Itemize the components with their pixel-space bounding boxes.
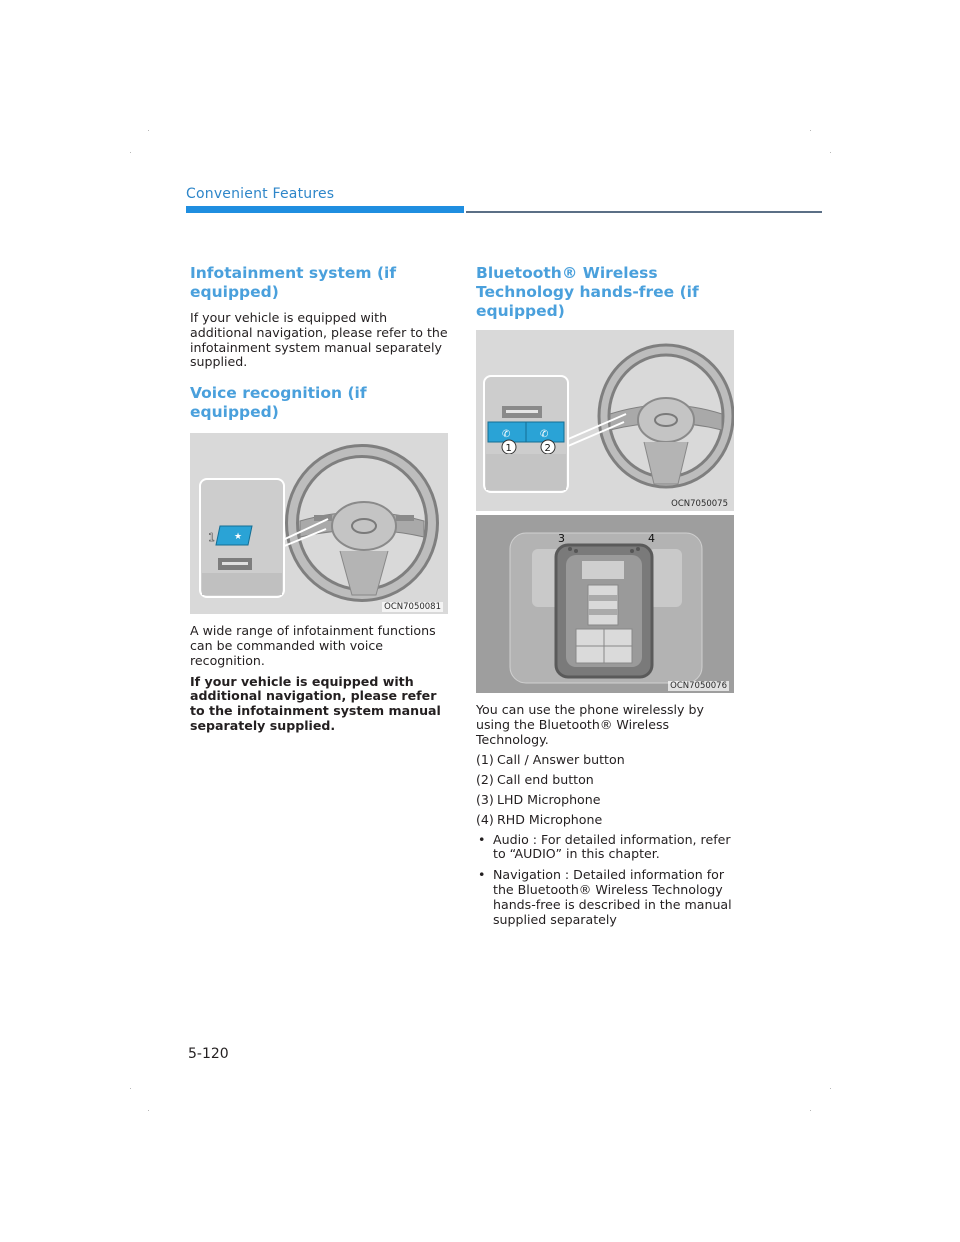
crop-mark [830,152,831,153]
call-buttons-figure [476,330,734,511]
list-item [476,793,738,808]
call-callout-2: 2 [544,443,551,454]
figure-code: OCN7050076 [670,681,727,691]
page-number: 5-120 [188,1046,229,1062]
figure-code: OCN7050081 [384,602,441,613]
voice-recognition-figure [190,433,448,614]
list-item-number: (4) [476,811,494,827]
crop-mark [148,1110,149,1111]
bullet-text: Audio : For detailed information, refer to “AUDIO” in this chapter. [493,831,731,862]
svg-text:✆: ✆ [502,429,511,440]
crop-mark [810,1110,811,1111]
bullet-symbol: • [478,831,486,847]
section-header: Convenient Features [186,186,335,202]
list-item-number: (2) [476,772,494,788]
figure-code: OCN7050075 [671,499,728,509]
bullet-item [476,868,738,927]
steering-wheel-illustration [190,433,448,614]
voice-callout-1: 1 [208,531,215,545]
list-item-text: Call end button [497,772,594,788]
list-item [476,813,738,828]
microphone-figure [476,515,734,693]
header-rule [466,211,822,213]
bluetooth-body: You can use the phone wirelessly by using the Bluetooth® Wireless Technology. [476,702,704,747]
list-item [476,773,738,788]
crop-mark [830,1088,831,1089]
bullet-item [476,833,738,863]
call-callout-1: 1 [505,443,512,454]
svg-text:★: ★ [234,532,243,543]
list-item-text: Call / Answer button [497,752,625,768]
header-rule-accent [186,206,464,213]
voice-body: A wide range of infotainment functions can be commanded with voice recognition. [190,623,436,668]
left-column [190,264,452,740]
crop-mark [130,1088,131,1089]
list-item-text: RHD Microphone [497,811,603,827]
mic-callout-3: 3 [558,532,565,545]
crop-mark [130,152,131,153]
mic-callout-4: 4 [648,532,655,545]
list-item-text: LHD Microphone [497,791,601,807]
right-column [476,264,738,933]
voice-heading: Voice recognition (if equipped) [190,384,367,422]
list-item-number: (3) [476,791,494,807]
list-item-number: (1) [476,752,494,768]
infotainment-body: If your vehicle is equipped with additional navigation, please refer to the infotainment system manual separately supplied. [190,310,448,370]
voice-note: If your vehicle is equipped with additional navigation, please refer to the infotainment system manual separately supplied. [190,673,441,733]
svg-text:✆: ✆ [540,429,549,440]
bullet-text: Navigation : Detailed information for the Bluetooth® Wireless Technology hands-free is described in the manual supplied separately [493,867,732,927]
list-item [476,753,738,768]
bullet-symbol: • [478,867,486,883]
overhead-console-illustration [476,515,734,693]
steering-wheel-call-buttons-illustration [476,330,734,511]
crop-mark [148,130,149,131]
bluetooth-heading: Bluetooth® Wireless Technology hands-free (if equipped) [476,264,699,320]
infotainment-heading: Infotainment system (if equipped) [190,264,397,301]
crop-mark [810,130,811,131]
